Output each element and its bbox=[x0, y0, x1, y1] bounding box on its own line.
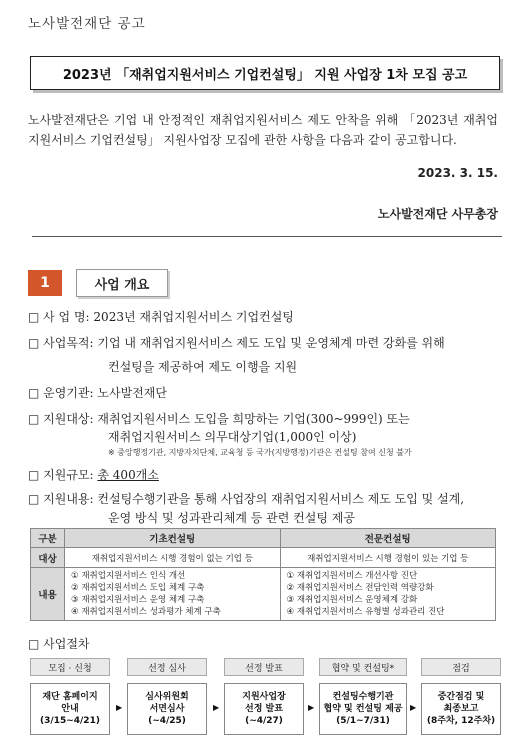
item-target bbox=[28, 410, 410, 427]
item-label: □ 운영기관: bbox=[28, 386, 98, 400]
item-value: 컨설팅수행기관을 통해 사업장의 재취업지원서비스 제도 도입 및 설계, bbox=[97, 492, 465, 506]
item-project-name bbox=[28, 308, 294, 325]
intro-paragraph: 노사발전재단은 기업 내 안정적인 재취업지원서비스 제도 안착을 위해 「2023년 재취업지원서비스 기업컨설팅」 지원사업장 모집에 관한 사항을 다음과 같이 공고합니다. bbox=[28, 113, 498, 147]
table-header-row bbox=[31, 529, 496, 548]
divider bbox=[32, 236, 502, 237]
announcement-date: 2023. 3. 15. bbox=[417, 166, 498, 180]
step-line: 지원사업장 bbox=[242, 692, 286, 702]
step-line: 재단 홈페이지 bbox=[42, 692, 98, 702]
list-item: ② 재취업지원서비스 도입 체계 구축 bbox=[71, 583, 205, 593]
list-item: ① 재취업지원서비스 개선사항 진단 bbox=[286, 571, 418, 581]
step-head: 선정 심사 bbox=[127, 658, 207, 676]
procedure-step bbox=[224, 658, 304, 735]
step-line: 선정 발표 bbox=[245, 704, 283, 714]
procedure-step bbox=[421, 658, 501, 735]
step-line: 안내 bbox=[61, 704, 79, 714]
step-body bbox=[224, 683, 304, 735]
item-label: □ 지원대상: bbox=[28, 412, 98, 426]
table-cell: 재취업지원서비스 시행 경험이 없는 기업 등 bbox=[65, 548, 281, 568]
table-header-cell: 구분 bbox=[31, 529, 65, 548]
step-line: 협약 및 컨설팅 제공 bbox=[323, 704, 403, 714]
announcement-title: 2023년 「재취업지원서비스 기업컨설팅」 지원 사업장 1차 모집 공고 bbox=[30, 56, 500, 90]
step-line: (~4/25) bbox=[148, 716, 186, 726]
step-line: 서면심사 bbox=[149, 704, 185, 714]
item-value: 재취업지원서비스 도입을 희망하는 기업(300~999인) 또는 bbox=[97, 412, 410, 426]
step-line: (~4/27) bbox=[245, 716, 283, 726]
procedure-step bbox=[319, 658, 407, 735]
list-item: ① 재취업지원서비스 인식 개선 bbox=[71, 571, 186, 581]
item-value: 총 400개소 bbox=[97, 468, 159, 482]
item-target-cont: 재취업지원서비스 의무대상기업(1,000인 이상) bbox=[108, 430, 357, 444]
item-content-cont: 운영 방식 및 성과관리체계 등 관련 컨설팅 제공 bbox=[108, 511, 355, 525]
list-item: ② 재취업지원서비스 전담인력 역량강화 bbox=[286, 583, 434, 593]
item-target-note: ※ 중앙행정기관, 지방자치단체, 교육청 등 국가(지방행정)기관은 컨설팅 참여 신청 불가 bbox=[108, 448, 412, 457]
triangle-right-icon: ▶ bbox=[213, 703, 220, 712]
item-content bbox=[28, 490, 464, 507]
item-purpose bbox=[28, 334, 445, 351]
item-label: □ 지원내용: bbox=[28, 492, 98, 506]
triangle-right-icon: ▶ bbox=[410, 703, 417, 712]
procedure-heading: □ 사업절차 bbox=[28, 637, 90, 651]
triangle-right-icon: ▶ bbox=[308, 703, 315, 712]
step-body bbox=[30, 683, 110, 735]
item-scale bbox=[28, 466, 159, 483]
list-item: ④ 재취업지원서비스 성과평가 체계 구축 bbox=[71, 607, 221, 617]
table-row bbox=[31, 548, 496, 568]
table-row bbox=[31, 568, 496, 621]
section-title: 사업 개요 bbox=[76, 269, 168, 297]
item-label: □ 지원규모: bbox=[28, 468, 98, 482]
consulting-comparison-table bbox=[30, 528, 496, 621]
step-head: 점검 bbox=[421, 658, 501, 676]
procedure-step bbox=[30, 658, 110, 735]
row-label: 내용 bbox=[31, 568, 65, 621]
step-head: 협약 및 컨설팅* bbox=[319, 658, 407, 676]
step-body bbox=[421, 683, 501, 735]
step-head: 선정 발표 bbox=[224, 658, 304, 676]
step-line: 최종보고 bbox=[443, 704, 479, 714]
table-header-cell: 기초컨설팅 bbox=[65, 529, 281, 548]
list-item: ③ 재취업지원서비스 운영체계 강화 bbox=[286, 595, 418, 605]
step-line: (8주차, 12주차) bbox=[426, 716, 496, 726]
step-line: 중간점검 및 bbox=[437, 692, 485, 702]
step-line: (3/15~4/21) bbox=[40, 716, 100, 726]
step-line: 심사위원회 bbox=[145, 692, 189, 702]
procedure-step bbox=[127, 658, 207, 735]
table-cell bbox=[65, 568, 281, 621]
item-value: 기업 내 재취업지원서비스 제도 도입 및 운영체계 마련 강화를 위해 bbox=[97, 336, 445, 350]
step-head: 모집 · 신청 bbox=[30, 658, 110, 676]
org-notice-heading: 노사발전재단 공고 bbox=[28, 16, 146, 32]
signature: 노사발전재단 사무총장 bbox=[377, 207, 498, 221]
table-cell bbox=[280, 568, 496, 621]
item-label: □ 사 업 명: bbox=[28, 310, 94, 324]
row-label: 대상 bbox=[31, 548, 65, 568]
item-purpose-cont: 컨설팅을 제공하여 제도 이행을 지원 bbox=[108, 360, 298, 374]
section-number-badge: 1 bbox=[28, 270, 62, 296]
step-line: 컨설팅수행기관 bbox=[332, 692, 394, 702]
item-operator bbox=[28, 384, 167, 401]
table-cell: 재취업지원서비스 시행 경험이 있는 기업 등 bbox=[280, 548, 496, 568]
triangle-right-icon: ▶ bbox=[116, 703, 123, 712]
list-item: ③ 재취업지원서비스 운영 체계 구축 bbox=[71, 595, 205, 605]
item-value: 2023년 재취업지원서비스 기업컨설팅 bbox=[93, 310, 294, 324]
item-label: □ 사업목적: bbox=[28, 336, 98, 350]
table-header-cell: 전문컨설팅 bbox=[280, 529, 496, 548]
step-line: (5/1~7/31) bbox=[336, 716, 390, 726]
step-body bbox=[127, 683, 207, 735]
item-value: 노사발전재단 bbox=[97, 386, 167, 400]
list-item: ④ 재취업지원서비스 유형별 성과관리 진단 bbox=[286, 607, 445, 617]
step-body bbox=[319, 683, 407, 735]
